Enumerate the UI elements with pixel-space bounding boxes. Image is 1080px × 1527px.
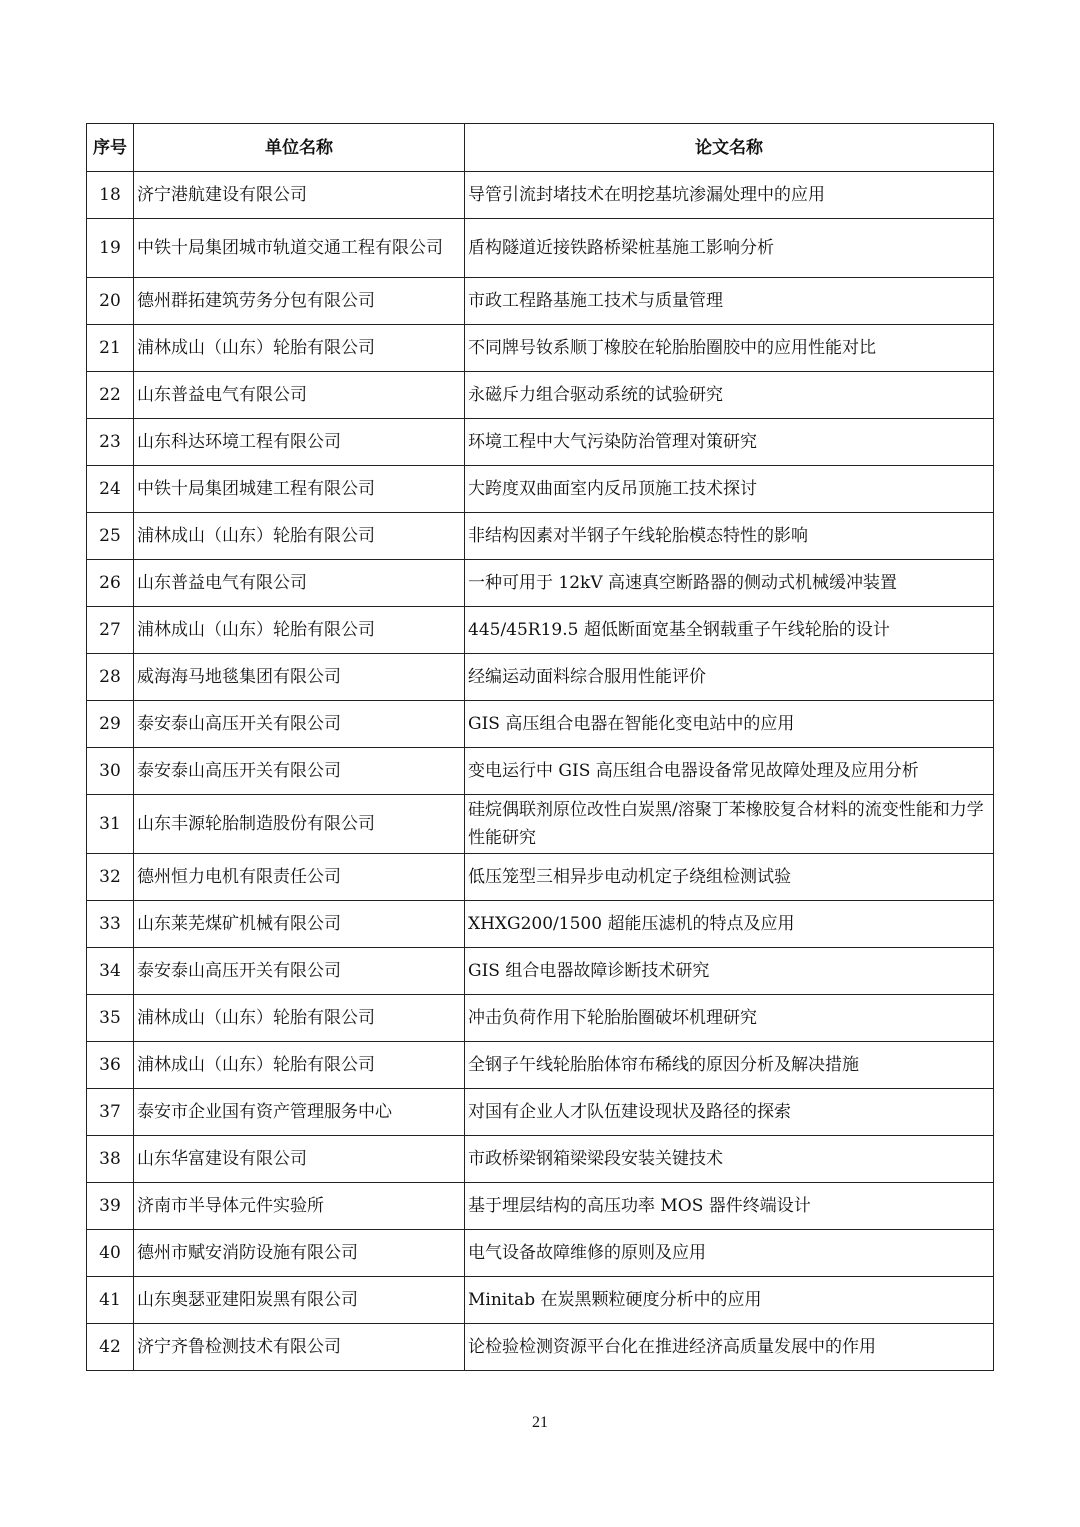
row-unit-name: 济南市半导体元件实验所 bbox=[134, 1183, 465, 1230]
row-paper-title: 论检验检测资源平台化在推进经济高质量发展中的作用 bbox=[465, 1324, 994, 1371]
table-row bbox=[87, 372, 994, 419]
table-row bbox=[87, 172, 994, 219]
row-unit-name: 浦林成山（山东）轮胎有限公司 bbox=[134, 325, 465, 372]
row-paper-title: GIS 高压组合电器在智能化变电站中的应用 bbox=[465, 701, 994, 748]
row-paper-title: 非结构因素对半钢子午线轮胎模态特性的影响 bbox=[465, 513, 994, 560]
row-paper-title: 市政桥梁钢箱梁梁段安装关键技术 bbox=[465, 1136, 994, 1183]
row-serial-number: 19 bbox=[87, 219, 134, 278]
header-serial-number: 序号 bbox=[87, 124, 134, 172]
row-unit-name: 浦林成山（山东）轮胎有限公司 bbox=[134, 995, 465, 1042]
row-paper-title: 对国有企业人才队伍建设现状及路径的探索 bbox=[465, 1089, 994, 1136]
row-paper-title: 全钢子午线轮胎胎体帘布稀线的原因分析及解决措施 bbox=[465, 1042, 994, 1089]
table-row bbox=[87, 701, 994, 748]
row-serial-number: 21 bbox=[87, 325, 134, 372]
row-serial-number: 38 bbox=[87, 1136, 134, 1183]
table-row bbox=[87, 854, 994, 901]
row-serial-number: 22 bbox=[87, 372, 134, 419]
row-paper-title: 低压笼型三相异步电动机定子绕组检测试验 bbox=[465, 854, 994, 901]
row-serial-number: 20 bbox=[87, 278, 134, 325]
row-serial-number: 37 bbox=[87, 1089, 134, 1136]
row-unit-name: 山东普益电气有限公司 bbox=[134, 372, 465, 419]
row-unit-name: 浦林成山（山东）轮胎有限公司 bbox=[134, 1042, 465, 1089]
table-row bbox=[87, 748, 994, 795]
table-row bbox=[87, 1089, 994, 1136]
table-header-row bbox=[87, 124, 994, 172]
row-paper-title: Minitab 在炭黑颗粒硬度分析中的应用 bbox=[465, 1277, 994, 1324]
table-row bbox=[87, 654, 994, 701]
row-serial-number: 26 bbox=[87, 560, 134, 607]
table-row bbox=[87, 325, 994, 372]
row-paper-title: 445/45R19.5 超低断面宽基全钢载重子午线轮胎的设计 bbox=[465, 607, 994, 654]
row-unit-name: 山东奥瑟亚建阳炭黑有限公司 bbox=[134, 1277, 465, 1324]
row-paper-title: 盾构隧道近接铁路桥梁桩基施工影响分析 bbox=[465, 219, 994, 278]
row-unit-name: 泰安市企业国有资产管理服务中心 bbox=[134, 1089, 465, 1136]
row-unit-name: 泰安泰山高压开关有限公司 bbox=[134, 948, 465, 995]
row-paper-title: 永磁斥力组合驱动系统的试验研究 bbox=[465, 372, 994, 419]
row-unit-name: 泰安泰山高压开关有限公司 bbox=[134, 748, 465, 795]
row-paper-title: XHXG200/1500 超能压滤机的特点及应用 bbox=[465, 901, 994, 948]
row-paper-title: 基于埋层结构的高压功率 MOS 器件终端设计 bbox=[465, 1183, 994, 1230]
header-unit-name: 单位名称 bbox=[134, 124, 465, 172]
row-paper-title: 市政工程路基施工技术与质量管理 bbox=[465, 278, 994, 325]
row-serial-number: 24 bbox=[87, 466, 134, 513]
row-paper-title: 一种可用于 12kV 高速真空断路器的侧动式机械缓冲装置 bbox=[465, 560, 994, 607]
row-unit-name: 山东丰源轮胎制造股份有限公司 bbox=[134, 795, 465, 854]
table-body bbox=[87, 172, 994, 1371]
row-unit-name: 济宁齐鲁检测技术有限公司 bbox=[134, 1324, 465, 1371]
row-serial-number: 42 bbox=[87, 1324, 134, 1371]
row-serial-number: 30 bbox=[87, 748, 134, 795]
row-unit-name: 济宁港航建设有限公司 bbox=[134, 172, 465, 219]
row-unit-name: 德州恒力电机有限责任公司 bbox=[134, 854, 465, 901]
table-row bbox=[87, 219, 994, 278]
row-unit-name: 中铁十局集团城市轨道交通工程有限公司 bbox=[134, 219, 465, 278]
row-paper-title: 大跨度双曲面室内反吊顶施工技术探讨 bbox=[465, 466, 994, 513]
table-row bbox=[87, 1183, 994, 1230]
row-unit-name: 山东普益电气有限公司 bbox=[134, 560, 465, 607]
table-row bbox=[87, 1230, 994, 1277]
table-row bbox=[87, 1277, 994, 1324]
row-paper-title: 经编运动面料综合服用性能评价 bbox=[465, 654, 994, 701]
table-row bbox=[87, 795, 994, 854]
row-serial-number: 31 bbox=[87, 795, 134, 854]
row-unit-name: 浦林成山（山东）轮胎有限公司 bbox=[134, 513, 465, 560]
table-row bbox=[87, 1136, 994, 1183]
row-unit-name: 泰安泰山高压开关有限公司 bbox=[134, 701, 465, 748]
row-serial-number: 23 bbox=[87, 419, 134, 466]
row-unit-name: 威海海马地毯集团有限公司 bbox=[134, 654, 465, 701]
table-row bbox=[87, 995, 994, 1042]
table-row bbox=[87, 560, 994, 607]
row-paper-title: 变电运行中 GIS 高压组合电器设备常见故障处理及应用分析 bbox=[465, 748, 994, 795]
row-serial-number: 25 bbox=[87, 513, 134, 560]
table-row bbox=[87, 607, 994, 654]
table-row bbox=[87, 466, 994, 513]
table-row bbox=[87, 419, 994, 466]
row-serial-number: 39 bbox=[87, 1183, 134, 1230]
row-serial-number: 32 bbox=[87, 854, 134, 901]
table-row bbox=[87, 901, 994, 948]
row-serial-number: 18 bbox=[87, 172, 134, 219]
row-serial-number: 27 bbox=[87, 607, 134, 654]
row-unit-name: 山东莱芜煤矿机械有限公司 bbox=[134, 901, 465, 948]
row-serial-number: 36 bbox=[87, 1042, 134, 1089]
row-paper-title: GIS 组合电器故障诊断技术研究 bbox=[465, 948, 994, 995]
row-unit-name: 中铁十局集团城建工程有限公司 bbox=[134, 466, 465, 513]
table-row bbox=[87, 1324, 994, 1371]
page-number: 21 bbox=[532, 1414, 548, 1431]
row-serial-number: 35 bbox=[87, 995, 134, 1042]
table-row bbox=[87, 948, 994, 995]
row-unit-name: 浦林成山（山东）轮胎有限公司 bbox=[134, 607, 465, 654]
row-paper-title: 电气设备故障维修的原则及应用 bbox=[465, 1230, 994, 1277]
row-serial-number: 29 bbox=[87, 701, 134, 748]
row-paper-title: 硅烷偶联剂原位改性白炭黑/溶聚丁苯橡胶复合材料的流变性能和力学性能研究 bbox=[465, 795, 994, 854]
row-paper-title: 不同牌号钕系顺丁橡胶在轮胎胎圈胶中的应用性能对比 bbox=[465, 325, 994, 372]
row-paper-title: 冲击负荷作用下轮胎胎圈破坏机理研究 bbox=[465, 995, 994, 1042]
row-unit-name: 山东科达环境工程有限公司 bbox=[134, 419, 465, 466]
table-row bbox=[87, 513, 994, 560]
table-row bbox=[87, 278, 994, 325]
row-serial-number: 33 bbox=[87, 901, 134, 948]
row-serial-number: 40 bbox=[87, 1230, 134, 1277]
row-unit-name: 德州市赋安消防设施有限公司 bbox=[134, 1230, 465, 1277]
row-serial-number: 28 bbox=[87, 654, 134, 701]
row-serial-number: 34 bbox=[87, 948, 134, 995]
papers-table bbox=[86, 123, 994, 1371]
row-unit-name: 德州群拓建筑劳务分包有限公司 bbox=[134, 278, 465, 325]
row-serial-number: 41 bbox=[87, 1277, 134, 1324]
table-row bbox=[87, 1042, 994, 1089]
row-unit-name: 山东华富建设有限公司 bbox=[134, 1136, 465, 1183]
row-paper-title: 环境工程中大气污染防治管理对策研究 bbox=[465, 419, 994, 466]
header-paper-title: 论文名称 bbox=[465, 124, 994, 172]
row-paper-title: 导管引流封堵技术在明挖基坑渗漏处理中的应用 bbox=[465, 172, 994, 219]
